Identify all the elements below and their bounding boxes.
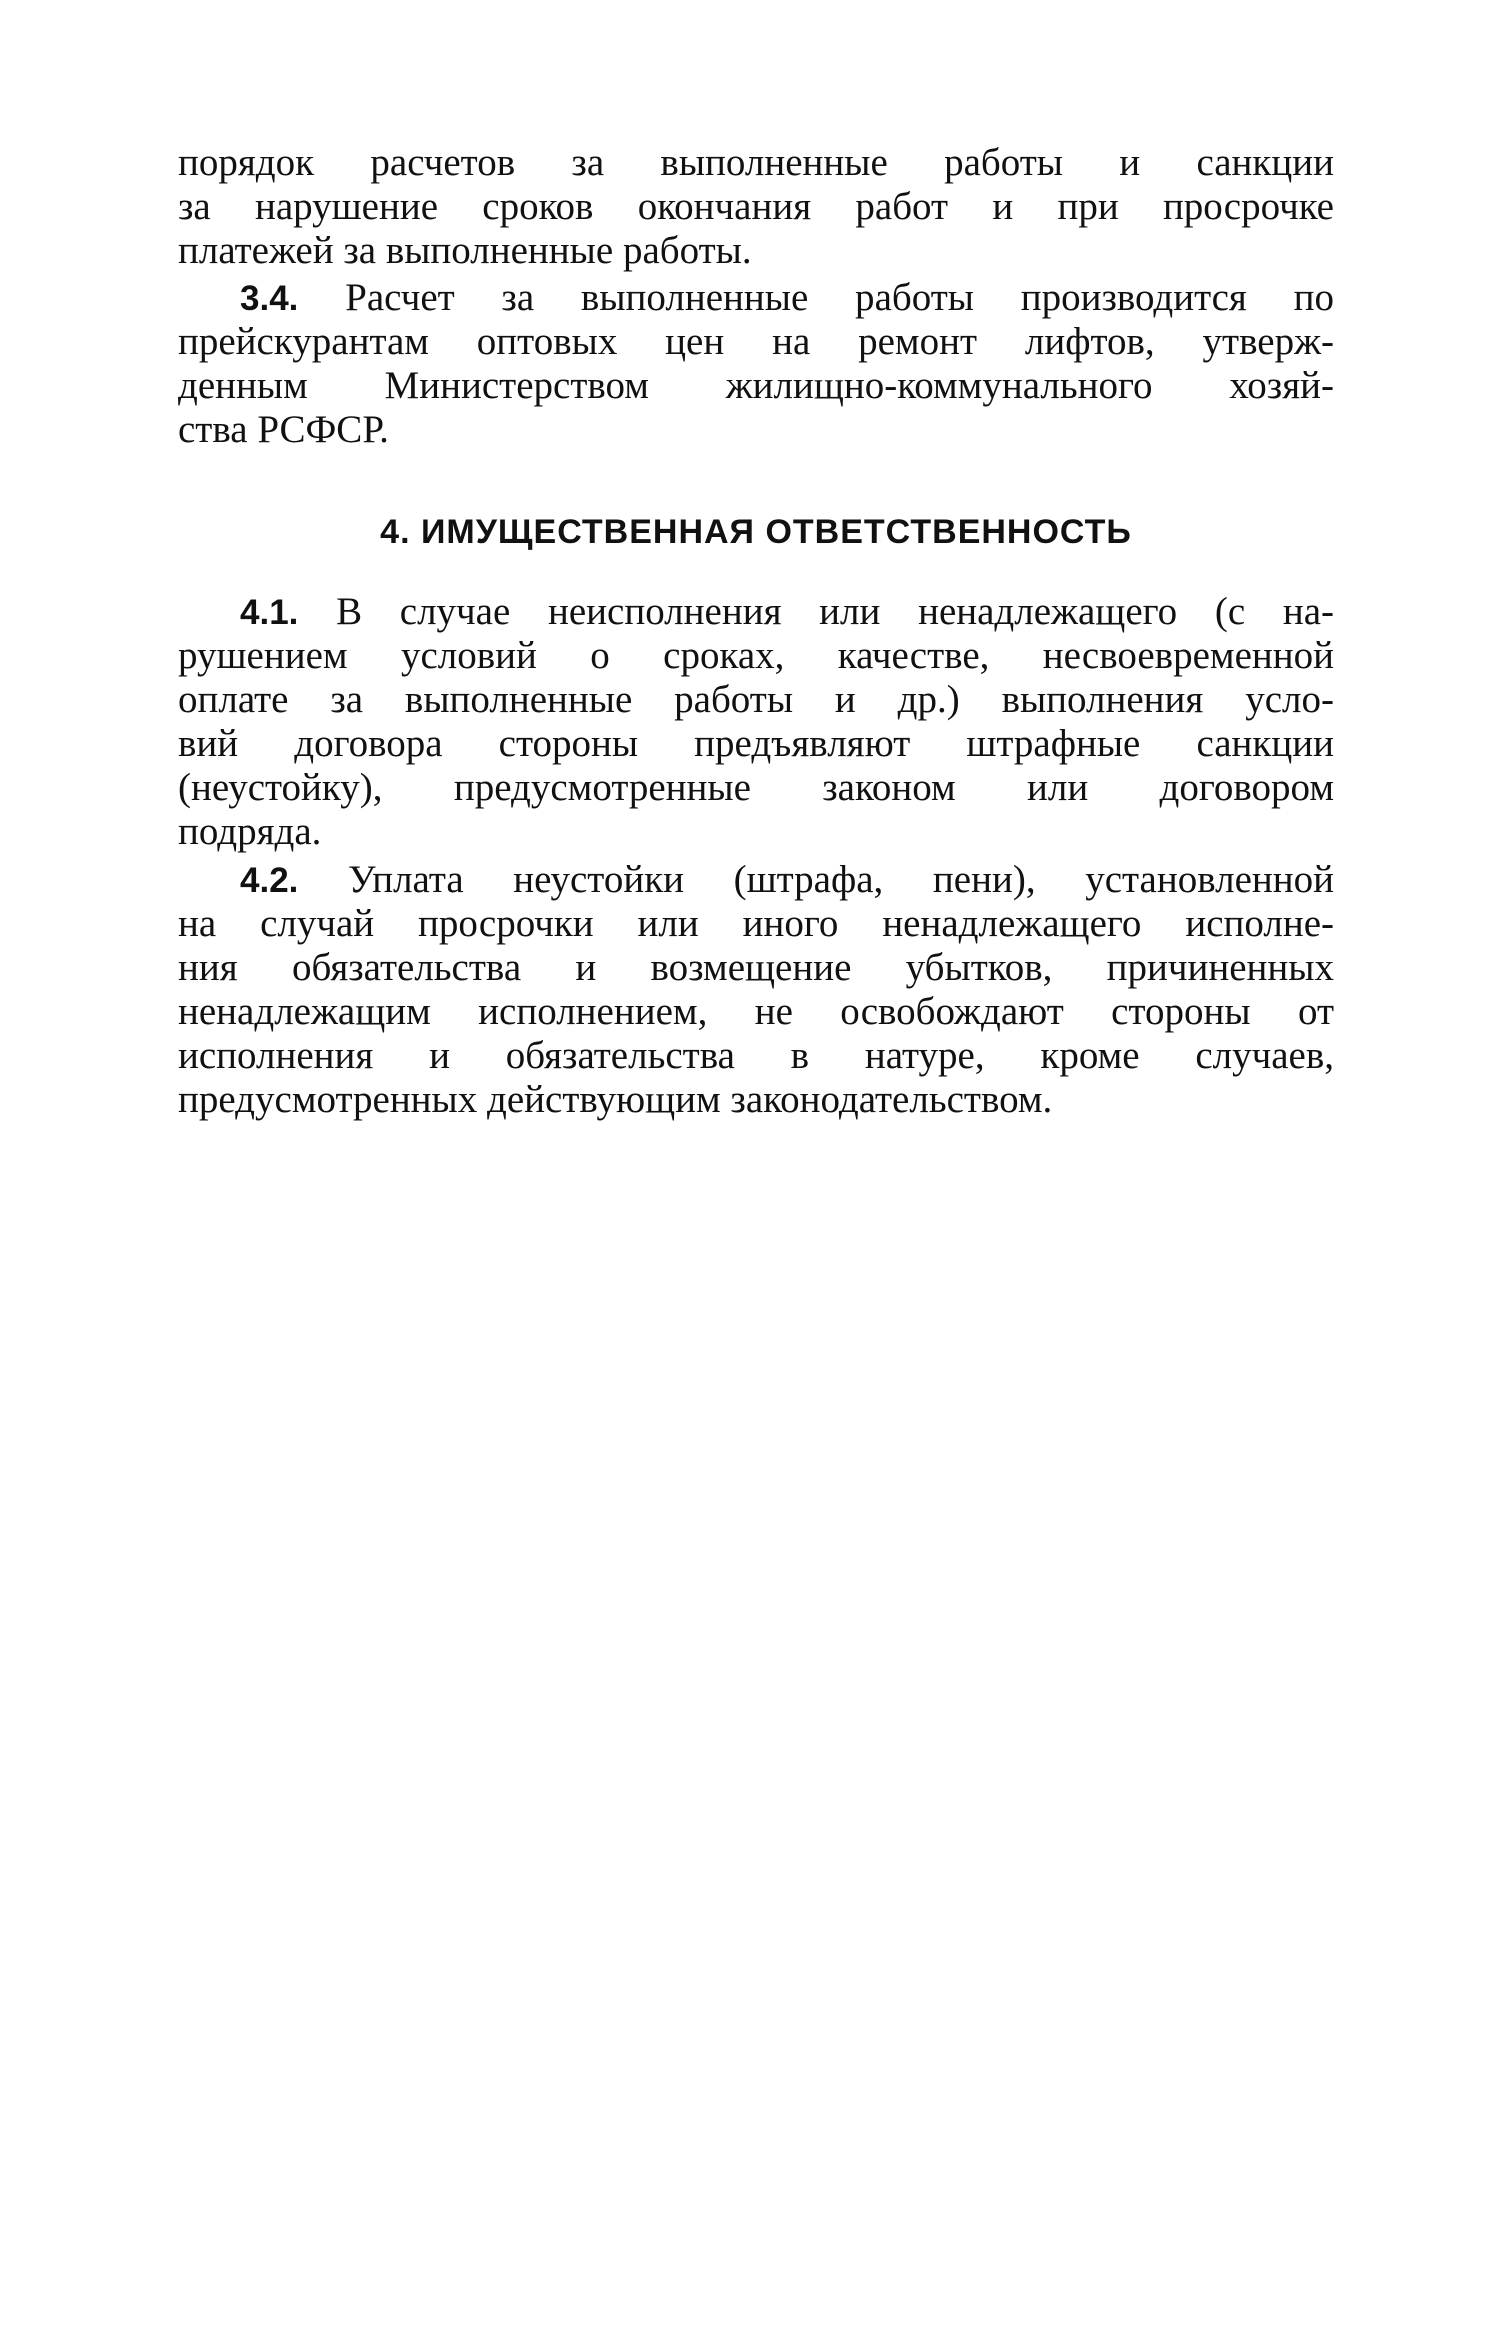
- clause-number: 3.4.: [240, 279, 299, 318]
- text-line: Уплата неустойки (штрафа, пени), установленной: [348, 858, 1335, 901]
- text-line: (неустойку), предусмотренные законом или договором: [178, 766, 1334, 809]
- text-line: В случае неисполнения или ненадлежащего (с на-: [336, 590, 1334, 633]
- text-line: денным Министерством жилищно-коммунального хозяй-: [178, 364, 1334, 407]
- text-line: ства РСФСР.: [178, 408, 389, 451]
- paragraph-first-line: [240, 590, 1334, 634]
- paragraph-first-line: [240, 276, 1334, 320]
- text-line: исполнения и обязательства в натуре, кроме случаев,: [178, 1034, 1334, 1077]
- text-line: за нарушение сроков окончания работ и при просрочке: [178, 185, 1334, 228]
- text-line: рушением условий о сроках, качестве, несвоевременной: [178, 634, 1334, 677]
- text-line: оплате за выполненные работы и др.) выполнения усло-: [178, 678, 1334, 721]
- clause-number: 4.1.: [240, 593, 299, 632]
- text-line: порядок расчетов за выполненные работы и санкции: [178, 141, 1334, 184]
- paragraph-first-line: [240, 858, 1334, 902]
- text-line: платежей за выполненные работы.: [178, 229, 752, 272]
- text-line: ненадлежащим исполнением, не освобождают стороны от: [178, 990, 1334, 1033]
- text-line: прейскурантам оптовых цен на ремонт лифтов, утверж-: [178, 320, 1334, 363]
- text-line: вий договора стороны предъявляют штрафные санкции: [178, 722, 1334, 765]
- text-line: Расчет за выполненные работы производится по: [345, 276, 1335, 319]
- text-line: предусмотренных действующим законодательством.: [178, 1078, 1053, 1121]
- text-line: подряда.: [178, 810, 322, 853]
- section-heading: 4. ИМУЩЕСТВЕННАЯ ОТВЕТСТВЕННОСТЬ: [380, 513, 1132, 551]
- clause-number: 4.2.: [240, 861, 299, 900]
- text-line: ния обязательства и возмещение убытков, причиненных: [178, 946, 1334, 989]
- text-line: на случай просрочки или иного ненадлежащего исполне-: [178, 902, 1334, 945]
